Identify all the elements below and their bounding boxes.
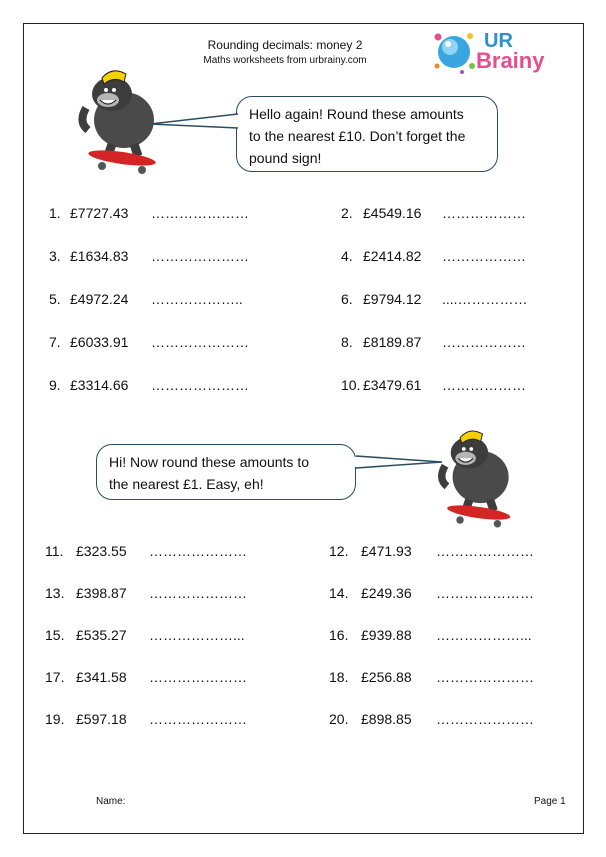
question-item: [329, 627, 569, 645]
answer-blank[interactable]: …………………: [149, 543, 247, 559]
bubble-top-line-2: to the nearest £10. Don’t forget the: [249, 128, 466, 144]
bubble-top-tail: [150, 112, 240, 132]
bubble-middle-line-2: the nearest £1. Easy, eh!: [109, 476, 264, 492]
question-item: [329, 669, 569, 687]
question-amount: £4549.16: [363, 205, 422, 221]
answer-blank[interactable]: ....……………: [442, 291, 528, 307]
question-amount: £535.27: [76, 627, 127, 643]
question-item: [49, 248, 289, 266]
question-amount: £3314.66: [70, 377, 129, 393]
question-amount: £1634.83: [70, 248, 129, 264]
question-amount: £4972.24: [70, 291, 129, 307]
bubble-top-line-3: pound sign!: [249, 150, 322, 166]
question-number: 4.: [341, 248, 353, 264]
question-amount: £323.55: [76, 543, 127, 559]
answer-blank[interactable]: …………………: [436, 585, 534, 601]
answer-blank[interactable]: …………………: [436, 543, 534, 559]
answer-blank[interactable]: …………………: [151, 205, 249, 221]
question-number: 7.: [49, 334, 61, 350]
question-amount: £8189.87: [363, 334, 422, 350]
question-item: [45, 711, 285, 729]
question-item: [45, 669, 285, 687]
answer-blank[interactable]: …………………: [151, 248, 249, 264]
answer-blank[interactable]: …………………: [151, 334, 249, 350]
question-number: 10.: [341, 377, 361, 393]
page-number: Page 1: [534, 796, 566, 807]
name-label: Name:: [96, 796, 126, 807]
answer-blank[interactable]: ………………: [442, 248, 526, 264]
question-item: [49, 377, 289, 395]
question-number: 3.: [49, 248, 61, 264]
logo-text-brainy: Brainy: [476, 48, 545, 73]
bubble-top-line-1: Hello again! Round these amounts: [249, 106, 464, 122]
question-number: 5.: [49, 291, 61, 307]
question-amount: £398.87: [76, 585, 127, 601]
question-item: [341, 334, 581, 352]
answer-blank[interactable]: …………………: [436, 711, 534, 727]
question-number: 17.: [45, 669, 65, 685]
question-number: 14.: [329, 585, 349, 601]
question-number: 11.: [45, 543, 64, 559]
speech-bubble-middle: [96, 444, 356, 500]
question-amount: £471.93: [361, 543, 412, 559]
question-amount: £9794.12: [363, 291, 422, 307]
question-number: 18.: [329, 669, 349, 685]
question-amount: £939.88: [361, 627, 412, 643]
question-amount: £597.18: [76, 711, 127, 727]
question-number: 1.: [49, 205, 61, 221]
question-item: [49, 291, 289, 309]
answer-blank[interactable]: ………………...: [149, 627, 245, 643]
bubble-middle-line-1: Hi! Now round these amounts to: [109, 454, 309, 470]
question-amount: £3479.61: [363, 377, 422, 393]
question-amount: £6033.91: [70, 334, 129, 350]
question-item: [341, 377, 581, 395]
question-item: [45, 543, 285, 561]
question-number: 16.: [329, 627, 349, 643]
answer-blank[interactable]: ………………: [442, 205, 526, 221]
answer-blank[interactable]: …………………: [149, 669, 247, 685]
question-number: 9.: [49, 377, 61, 393]
worksheet-title: Rounding decimals: money 2: [207, 38, 363, 52]
answer-blank[interactable]: …………………: [149, 585, 247, 601]
answer-blank[interactable]: ………………: [442, 334, 526, 350]
urbrainy-logo: [432, 28, 554, 76]
question-number: 2.: [341, 205, 353, 221]
question-item: [329, 585, 569, 603]
question-item: [45, 585, 285, 603]
gorilla-skateboard-illustration-2: [432, 424, 518, 530]
question-item: [341, 248, 581, 266]
answer-blank[interactable]: ………………: [442, 377, 526, 393]
answer-blank[interactable]: …………………: [436, 669, 534, 685]
question-amount: £898.85: [361, 711, 412, 727]
question-item: [49, 205, 289, 223]
question-amount: £7727.43: [70, 205, 129, 221]
answer-blank[interactable]: …………………: [151, 377, 249, 393]
question-item: [329, 711, 569, 729]
question-amount: £2414.82: [363, 248, 422, 264]
question-amount: £341.58: [76, 669, 127, 685]
bubble-middle-tail: [354, 452, 444, 472]
question-item: [341, 291, 581, 309]
question-number: 8.: [341, 334, 353, 350]
question-number: 6.: [341, 291, 353, 307]
question-amount: £256.88: [361, 669, 412, 685]
question-item: [341, 205, 581, 223]
question-number: 19.: [45, 711, 65, 727]
answer-blank[interactable]: …………………: [149, 711, 247, 727]
logo-text-ur: UR: [484, 30, 513, 52]
question-number: 15.: [45, 627, 65, 643]
worksheet-subtitle: Maths worksheets from urbrainy.com: [203, 55, 367, 66]
question-number: 13.: [45, 585, 65, 601]
question-item: [49, 334, 289, 352]
answer-blank[interactable]: ………………..: [151, 291, 243, 307]
answer-blank[interactable]: ………………...: [436, 627, 532, 643]
question-item: [45, 627, 285, 645]
question-item: [329, 543, 569, 561]
question-number: 12.: [329, 543, 349, 559]
question-number: 20.: [329, 711, 349, 727]
speech-bubble-top: [236, 96, 498, 172]
question-amount: £249.36: [361, 585, 412, 601]
